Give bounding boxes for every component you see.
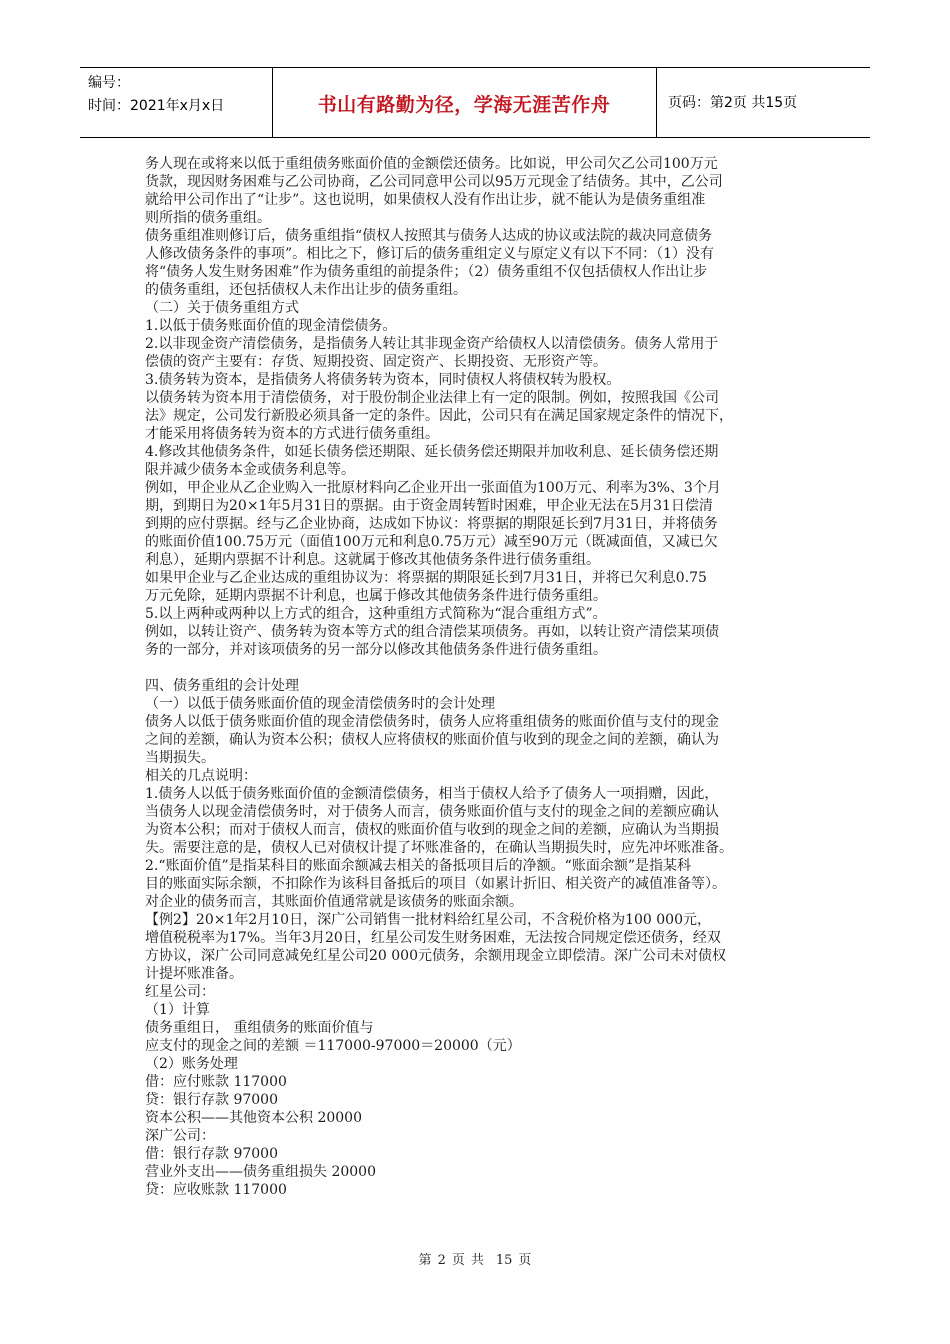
body-line: 以债务转为资本用于清偿债务，对于股份制企业法律上有一定的限制。例如，按照我国《公司 [145, 390, 719, 406]
body-line: 营业外支出——债务重组损失 20000 [145, 1164, 376, 1180]
body-line: 例如，以转让资产、债务转为资本等方式的组合清偿某项债务。再如，以转让资产清偿某项债 [145, 624, 719, 640]
body-line: 将“债务人发生财务困难”作为债务重组的前提条件；（2）债务重组不仅包括债权人作出让步 [145, 264, 708, 280]
body-line: 5.以上两种或两种以上方式的组合，这种重组方式简称为“混合重组方式”。 [145, 606, 607, 622]
body-line: 例如，甲企业从乙企业购入一批原材料向乙企业开出一张面值为100万元、利率为3%、3个月 [145, 480, 721, 496]
body-line: 就给甲公司作出了“让步”。这也说明，如果债权人没有作出让步，就不能认为是债务重组准 [145, 192, 706, 208]
body-line: 货款，现因财务困难与乙公司协商，乙公司同意甲公司以95万元现金了结债务。其中，乙公司 [145, 174, 723, 190]
body-line: 相关的几点说明： [145, 768, 257, 784]
body-line: 4.修改其他债务条件，如延长债务偿还期限、延长债务偿还期限并加收利息、延长债务偿还期 [145, 444, 719, 460]
footer-page-number: 2 [437, 1253, 446, 1268]
body-line: 计提坏账准备。 [145, 966, 243, 982]
body-line: （1）计算 [145, 1002, 210, 1018]
body-line: 【例2】20×1年2月10日，深广公司销售一批材料给红星公司，不含税价格为100 000元， [145, 912, 711, 928]
footer-text: 第 [418, 1253, 432, 1268]
body-line: （一）以低于债务账面价值的现金清偿债务时的会计处理 [145, 696, 495, 712]
body-line: （2）账务处理 [145, 1056, 238, 1072]
footer-text: 共 [470, 1253, 484, 1268]
body-line: 到期的应付票据。经与乙企业协商，达成如下协议：将票据的期限延长到7月31日，并将债务 [145, 516, 718, 532]
body-line: 的债务重组，还包括债权人未作出让步的债务重组。 [145, 282, 467, 298]
body-line: 增值税税率为17%。当年3月20日，红星公司发生财务困难，无法按合同规定偿还债务，经双 [145, 930, 721, 946]
body-line: 才能采用将债务转为资本的方式进行债务重组。 [145, 426, 439, 442]
header-motto: 书山有路勤为径，学海无涯苦作舟 [317, 94, 611, 116]
footer-total-pages: 15 [495, 1253, 513, 1268]
body-line: 目的账面实际余额，不扣除作为该科目备抵后的项目（如累计折旧、相关资产的减值准备等）。 [145, 876, 726, 892]
body-line: 利息），延期内票据不计利息。这就属于修改其他债务条件进行债务重组。 [145, 552, 600, 568]
body-line: 当期损失。 [145, 750, 215, 766]
body-line: 方协议，深广公司同意减免红星公司20 000元债务，余额用现金立即偿清。深广公司未对债权 [145, 948, 726, 964]
body-line: 限并减少债务本金或债务利息等。 [145, 462, 355, 478]
body-line: 贷：应收账款 117000 [145, 1182, 287, 1198]
body-line: 万元免除，延期内票据不计利息，也属于修改其他债务条件进行债务重组。 [145, 588, 607, 604]
body-line: 如果甲企业与乙企业达成的重组协议为：将票据的期限延长到7月31日，并将已欠利息0.75 [145, 570, 707, 586]
body-line: （二）关于债务重组方式 [145, 300, 299, 316]
body-line: 债务人以低于债务账面价值的现金清偿债务时，债务人应将重组债务的账面价值与支付的现金 [145, 714, 719, 730]
body-line: 红星公司： [145, 984, 215, 1000]
body-line: 借：应付账款 117000 [145, 1074, 287, 1090]
body-line: 深广公司： [145, 1128, 215, 1144]
body-line: 借：银行存款 97000 [145, 1146, 278, 1162]
header-page-info: 页码：第2页 共15页 [668, 95, 798, 111]
page-footer [0, 1249, 950, 1268]
body-line: 资本公积——其他资本公积 20000 [145, 1110, 362, 1126]
body-line [145, 659, 805, 677]
body-line: 3.债务转为资本，是指债务人将债务转为资本，同时债权人将债权转为股权。 [145, 372, 621, 388]
body-line: 1.以低于债务账面价值的现金清偿债务。 [145, 318, 397, 334]
body-line: 1.债务人以低于债务账面价值的金额清偿债务，相当于债权人给予了债务人一项捐赠，因此， [145, 786, 719, 802]
body-line: 2.以非现金资产清偿债务，是指债务人转让其非现金资产给债权人以清偿债务。债务人常用于 [145, 336, 719, 352]
body-line: 债务重组日， 重组债务的账面价值与 [145, 1020, 374, 1036]
header-divider [656, 68, 657, 137]
body-line: 对企业的债务而言，其账面价值通常就是该债务的账面余额。 [145, 894, 523, 910]
body-line: 则所指的债务重组。 [145, 210, 271, 226]
serial-label: 编号： [88, 75, 130, 91]
body-line: 务人现在或将来以低于重组债务账面价值的金额偿还债务。比如说，甲公司欠乙公司100万元 [145, 156, 718, 172]
header-meta [88, 72, 224, 118]
body-line: 的账面价值100.75万元（面值100万元和利息0.75万元）减至90万元（既减面值，又减已欠 [145, 534, 718, 550]
header-table [80, 67, 870, 138]
body-line: 贷：银行存款 97000 [145, 1092, 278, 1108]
footer-text: 页 [451, 1253, 465, 1268]
body-line: 期，到期日为20×1年5月31日的票据。由于资金周转暂时困难，甲企业无法在5月31日偿清 [145, 498, 713, 514]
body-line: 失。需要注意的是，债权人已对债权计提了坏账准备的，在确认当期损失时，应先冲坏账准备。 [145, 840, 733, 856]
body-line: 人修改债务条件的事项”。相比之下，修订后的债务重组定义与原定义有以下不同：（1）没有 [145, 246, 715, 262]
body-line: 债务重组准则修订后，债务重组指“债权人按照其与债务人达成的协议或法院的裁决同意债务 [145, 228, 713, 244]
body-line: 应支付的现金之间的差额 ＝117000-97000＝20000（元） [145, 1038, 521, 1054]
body-line: 为资本公积；而对于债权人而言，债权的账面价值与收到的现金之间的差额，应确认为当期损 [145, 822, 719, 838]
body-line: 偿债的资产主要有：存货、短期投资、固定资产、长期投资、无形资产等。 [145, 354, 607, 370]
body-line: 之间的差额，确认为资本公积；债权人应将债权的账面价值与收到的现金之间的差额，确认为 [145, 732, 719, 748]
body-line: 四、债务重组的会计处理 [145, 678, 299, 694]
footer-text: 页 [518, 1253, 532, 1268]
time-label: 时间：2021年x月x日 [88, 98, 225, 114]
body-line: 2.“账面价值”是指某科目的账面余额减去相关的备抵项目后的净额。“账面余额”是指某科 [145, 858, 691, 874]
body-line: 务的一部分，并对该项债务的另一部分以修改其他债务条件进行债务重组。 [145, 642, 607, 658]
body-line: 当债务人以现金清偿债务时，对于债务人而言，债务账面价值与支付的现金之间的差额应确认 [145, 804, 719, 820]
document-body [145, 155, 805, 1199]
body-line: 法》规定，公司发行新股必须具备一定的条件。因此，公司只有在满足国家规定条件的情况下， [145, 408, 733, 424]
